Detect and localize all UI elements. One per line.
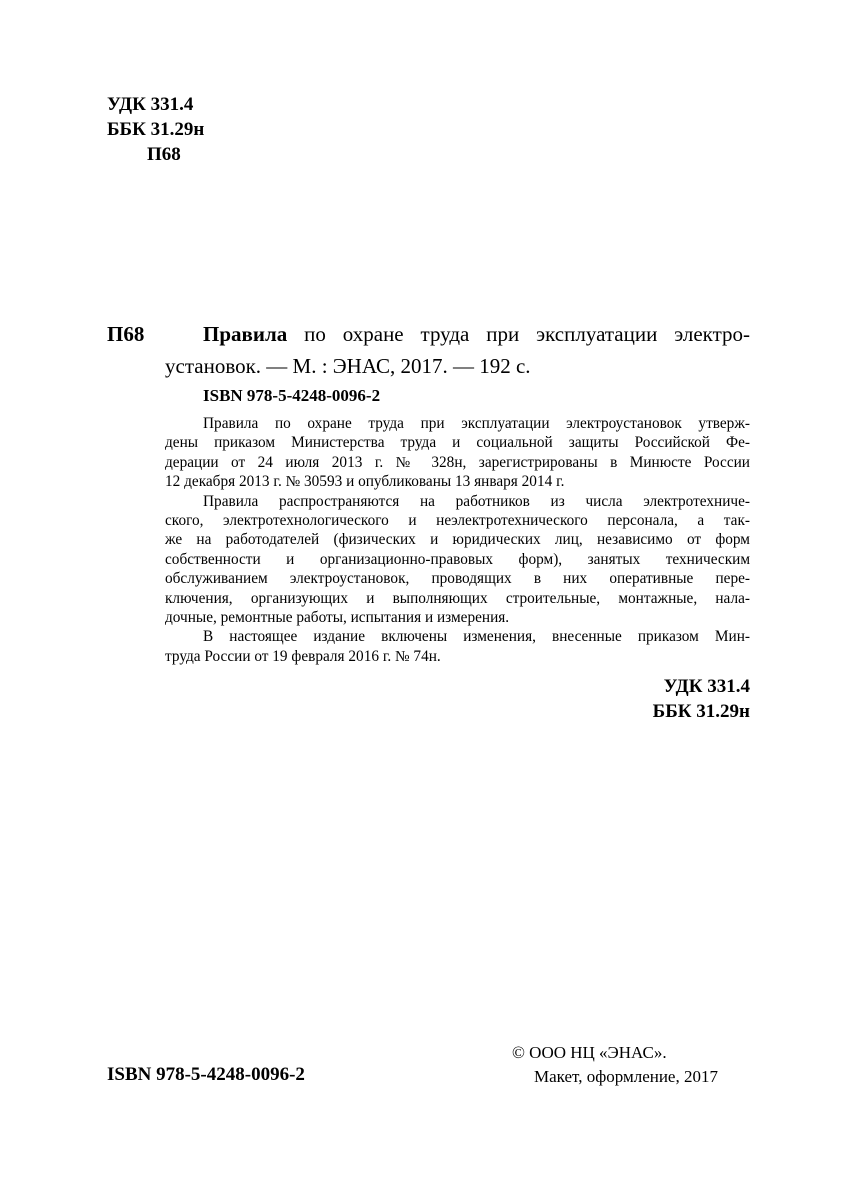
abstract-line: труда России от 19 февраля 2016 г. № 74н. <box>165 647 441 665</box>
entry-title-line-1 <box>165 318 750 350</box>
abstract-line: Правила распространяются на работников из числа электротехниче- <box>203 492 750 510</box>
abstract-line: же на работодателей (физических и юридических лиц, независимо от форм <box>165 531 750 549</box>
abstract-line: ключения, организующих и выполняющих строительные, монтажные, нала- <box>165 589 750 607</box>
abstract-line: собственности и организационно-правовых форм), занятых техническим <box>165 550 750 568</box>
udk-code: УДК 331.4 <box>107 94 194 115</box>
abstract <box>165 414 750 666</box>
author-mark: П68 <box>147 144 181 165</box>
entry-author-mark: П68 <box>107 322 145 346</box>
abstract-line: дерации от 24 июля 2013 г. № 328н, зарегистрированы в Минюсте России <box>165 453 750 471</box>
entry-isbn: ISBN 978-5-4248-0096-2 <box>203 386 381 405</box>
abstract-line: Правила по охране труда при эксплуатации электроустановок утверж- <box>203 415 750 432</box>
copyright-notice <box>512 1041 718 1089</box>
udk-code-right: УДК 331.4 <box>663 676 750 697</box>
bibliographic-entry <box>165 318 750 382</box>
top-classification-codes <box>107 92 204 167</box>
right-classification-codes <box>653 674 750 724</box>
bottom-isbn: ISBN 978-5-4248-0096-2 <box>107 1064 305 1085</box>
abstract-line: ского, электротехнологического и неэлектротехнического персонала, а так- <box>165 512 750 530</box>
copyright-line-2: Макет, оформление, 2017 <box>534 1067 718 1086</box>
entry-title-bold: Правила <box>203 322 288 346</box>
bbk-code-right: ББК 31.29н <box>652 701 750 722</box>
copyright-line-1: © ООО НЦ «ЭНАС». <box>512 1043 667 1062</box>
abstract-line: обслуживанием электроустановок, проводящих в них оперативные пере- <box>165 570 750 588</box>
abstract-line: дочные, ремонтные работы, испытания и измерения. <box>165 609 510 627</box>
abstract-line: В настоящее издание включены изменения, внесенные приказом Мин- <box>203 628 750 646</box>
abstract-line: 12 декабря 2013 г. № 30593 и опубликованы 13 января 2014 г. <box>165 473 565 491</box>
abstract-line: дены приказом Министерства труда и социальной защиты Российской Фе- <box>165 434 750 452</box>
entry-title-rest: по охране труда при эксплуатации электро- <box>287 322 750 346</box>
bbk-code: ББК 31.29н <box>107 119 205 140</box>
entry-title-line-2: установок. — М. : ЭНАС, 2017. — 192 с. <box>165 354 531 378</box>
